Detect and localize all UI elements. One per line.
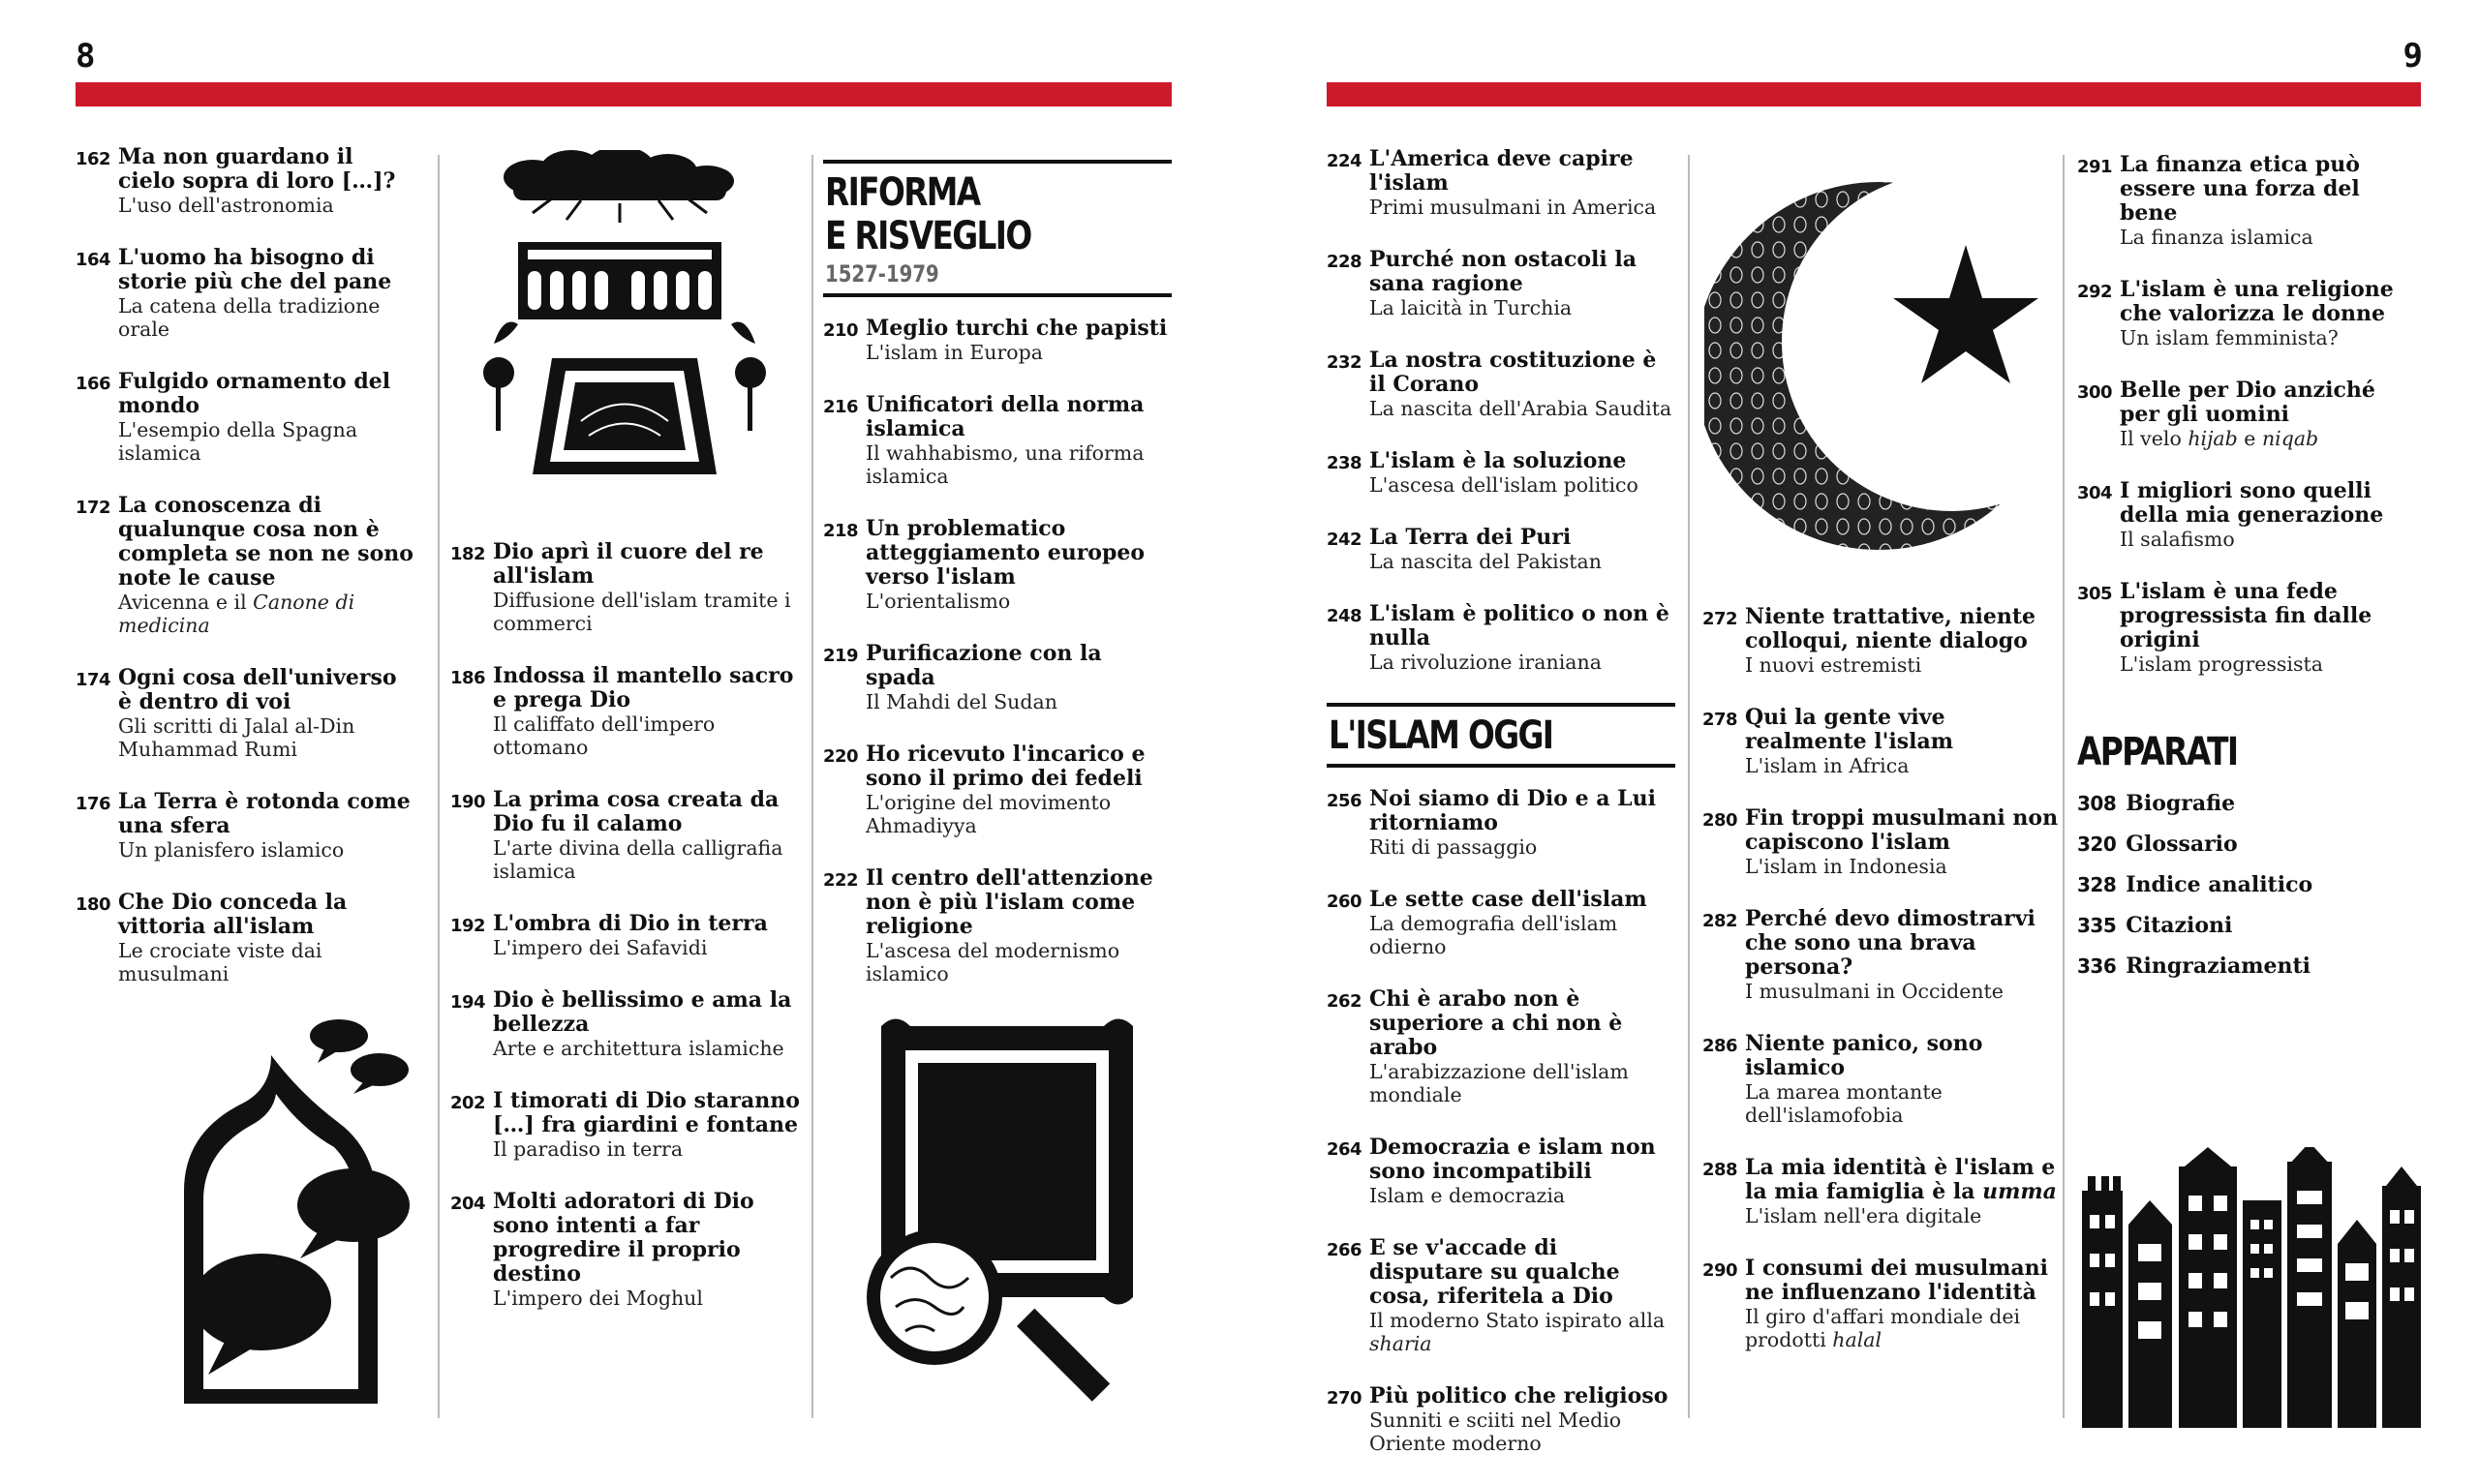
entry-subtitle: Il salafismo [2120, 528, 2235, 551]
entry-title: Noi siamo di Dio e a Lui ritorniamo [1369, 786, 1656, 835]
entry-subtitle: La catena della tradizione orale [118, 294, 381, 341]
toc-column-1 [76, 145, 414, 1015]
toc-entry [1327, 147, 1675, 219]
entry-page-number: 204 [450, 1194, 486, 1214]
entry-subtitle: La nascita del Pakistan [1369, 550, 1602, 573]
entry-page-number: 238 [1327, 453, 1362, 473]
toc-entry [1327, 348, 1675, 420]
entry-page-number: 218 [823, 521, 859, 541]
apparati-item [2077, 873, 2421, 897]
toc-entry [823, 317, 1172, 364]
toc-entry [1327, 787, 1675, 859]
entry-page-number: 292 [2077, 282, 2113, 302]
entry-page-number: 262 [1327, 991, 1362, 1012]
speech-bubbles-arch-illustration [155, 1016, 436, 1413]
toc-entry [1702, 806, 2061, 878]
apparati-label: Indice analitico [2126, 872, 2313, 897]
entry-subtitle-text: Il velo [2120, 427, 2188, 450]
entry-title: L'islam è una religione che valorizza le donne [2120, 277, 2394, 326]
entry-subtitle [1369, 1309, 1675, 1355]
toc-entry [76, 891, 414, 985]
entry-subtitle-text: Avicenna e il [118, 591, 254, 614]
toc-entry [2077, 153, 2421, 249]
toc-entry [823, 517, 1172, 613]
toc-entry [1327, 987, 1675, 1106]
entry-subtitle-text: Il giro d'affari mondiale dei prodotti [1745, 1305, 2021, 1351]
entry-page-number: 232 [1327, 352, 1362, 373]
entry-subtitle: Il Mahdi del Sudan [866, 690, 1057, 713]
entry-subtitle: L'islam progressista [2120, 652, 2323, 676]
entry-subtitle: L'impero dei Safavidi [493, 936, 708, 959]
entry-title: Ogni cosa dell'universo è dentro di voi [118, 665, 397, 714]
apparati-page-number: 328 [2077, 873, 2117, 896]
entry-subtitle: Le crociate viste dai musulmani [118, 939, 322, 985]
toc-entry [1702, 605, 2061, 677]
toc-entry [1327, 1236, 1675, 1355]
entry-page-number: 242 [1327, 530, 1362, 550]
entry-subtitle: L'islam in Indonesia [1745, 855, 1947, 878]
toc-entry [450, 988, 809, 1060]
entry-page-number: 194 [450, 992, 486, 1013]
entry-page-number: 288 [1702, 1160, 1738, 1180]
section-header-riforma [823, 160, 1172, 297]
entry-title: La Terra è rotonda come una sfera [118, 789, 411, 838]
toc-entry [823, 742, 1172, 837]
entry-title-text: La mia identità è l'islam e la mia famiglia è la [1745, 1155, 2056, 1204]
page-number-right: 9 [2402, 37, 2423, 76]
toc-entry [1327, 526, 1675, 573]
entry-subtitle: La marea montante dell'islamofobia [1745, 1080, 1943, 1127]
apparati-item [2077, 954, 2421, 979]
entry-subtitle: Riti di passaggio [1369, 835, 1538, 859]
entry-subtitle: L'islam in Europa [866, 341, 1043, 364]
entry-page-number: 264 [1327, 1139, 1362, 1160]
entry-page-number: 290 [1702, 1260, 1738, 1281]
entry-subtitle: Arte e architettura islamiche [493, 1037, 784, 1060]
entry-title: Niente trattative, niente colloqui, niente dialogo [1745, 604, 2035, 653]
entry-title: La conoscenza di qualunque cosa non è completa se non ne sono note le cause [118, 493, 413, 591]
toc-column-3 [823, 160, 1172, 1015]
column-divider [811, 155, 813, 1418]
entry-title: Niente panico, sono islamico [1745, 1031, 1983, 1080]
toc-entry [1327, 602, 1675, 674]
section-header-islam-oggi [1327, 703, 1675, 768]
entry-page-number: 256 [1327, 791, 1362, 811]
entry-title: Un problematico atteggiamento europeo verso l'islam [866, 516, 1146, 590]
entry-page-number: 190 [450, 792, 486, 812]
entry-page-number: 266 [1327, 1240, 1362, 1260]
entry-title: Unificatori della norma islamica [866, 392, 1145, 441]
section-years: 1527-1979 [825, 260, 939, 288]
entry-page-number: 291 [2077, 157, 2113, 177]
entry-title: Più politico che religioso [1369, 1383, 1668, 1408]
toc-entry [450, 540, 809, 635]
entry-title: Qui la gente vive realmente l'islam [1745, 705, 1954, 754]
frame-magnifier-illustration [852, 1007, 1162, 1433]
entry-subtitle: L'uso dell'astronomia [118, 194, 334, 217]
apparati-label: Biografie [2126, 791, 2236, 816]
entry-page-number: 202 [450, 1093, 486, 1113]
toc-entry [2077, 479, 2421, 551]
toc-entry [450, 1089, 809, 1161]
red-header-bar-left [76, 82, 1172, 106]
toc-entry [823, 393, 1172, 488]
apparati-label: Citazioni [2126, 913, 2233, 938]
column-divider [2063, 155, 2065, 1418]
entry-title: La Terra dei Puri [1369, 525, 1572, 550]
entry-title: La finanza etica può essere una forza del bene [2120, 152, 2360, 226]
entry-page-number: 282 [1702, 911, 1738, 931]
entry-subtitle: L'ascesa del modernismo islamico [866, 939, 1120, 985]
toc-entry [1702, 706, 2061, 777]
toc-column-2 [450, 540, 809, 1339]
entry-subtitle [118, 591, 414, 637]
entry-subtitle: L'islam in Africa [1745, 754, 1910, 777]
apparati-section [2077, 730, 2421, 979]
apparati-page-number: 320 [2077, 833, 2117, 856]
entry-title: L'islam è la soluzione [1369, 448, 1627, 473]
entry-subtitle: Il wahhabismo, una riforma islamica [866, 441, 1145, 488]
entry-page-number: 216 [823, 397, 859, 417]
entry-subtitle: Primi musulmani in America [1369, 196, 1657, 219]
entry-subtitle-text: e [2237, 427, 2262, 450]
entry-title: Che Dio conceda la vittoria all'islam [118, 890, 348, 939]
entry-page-number: 210 [823, 320, 859, 341]
entry-title: Fin troppi musulmani non capiscono l'islam [1745, 805, 2059, 855]
toc-entry [450, 1190, 809, 1310]
entry-subtitle: Il paradiso in terra [493, 1137, 684, 1161]
entry-page-number: 228 [1327, 252, 1362, 272]
entry-title: L'uomo ha bisogno di storie più che del pane [118, 245, 392, 294]
entry-subtitle: Un islam femminista? [2120, 326, 2339, 349]
entry-subtitle-italic: niqab [2261, 427, 2319, 450]
entry-page-number: 280 [1702, 810, 1738, 831]
entry-title: I consumi dei musulmani ne influenzano l'identità [1745, 1256, 2048, 1305]
entry-subtitle: Un planisfero islamico [118, 838, 345, 862]
entry-title: Chi è arabo non è superiore a chi non è arabo [1369, 986, 1623, 1060]
entry-title: Ma non guardano il cielo sopra di loro […]? [118, 144, 396, 194]
entry-subtitle: La finanza islamica [2120, 226, 2313, 249]
entry-title: Purché non ostacoli la sana ragione [1369, 247, 1637, 296]
entry-title: Il centro dell'attenzione non è più l'islam come religione [866, 865, 1153, 939]
entry-title: Meglio turchi che papisti [866, 316, 1168, 341]
entry-subtitle: L'arte divina della calligrafia islamica [493, 836, 783, 883]
entry-title-italic: umma [1982, 1179, 2057, 1204]
entry-title: I timorati di Dio staranno […] fra giardini e fontane [493, 1088, 800, 1137]
entry-page-number: 219 [823, 646, 859, 666]
column-divider [438, 155, 440, 1418]
entry-page-number: 272 [1702, 609, 1738, 629]
entry-subtitle-italic: halal [1832, 1328, 1882, 1351]
toc-column-4 [1327, 147, 1675, 1484]
entry-page-number: 222 [823, 870, 859, 891]
toc-entry [1327, 248, 1675, 319]
entry-page-number: 305 [2077, 584, 2113, 604]
entry-subtitle: L'esempio della Spagna islamica [118, 418, 358, 465]
entry-page-number: 270 [1327, 1388, 1362, 1408]
toc-entry [450, 912, 809, 959]
entry-subtitle: La rivoluzione iraniana [1369, 651, 1602, 674]
entry-title: L'islam è politico o non è nulla [1369, 601, 1669, 651]
entry-title: I migliori sono quelli della mia generazione [2120, 478, 2384, 528]
toc-entry [2077, 379, 2421, 450]
entry-page-number: 166 [76, 374, 111, 394]
toc-entry [823, 642, 1172, 713]
entry-title [1745, 1156, 2061, 1204]
toc-entry [1702, 1257, 2061, 1351]
entry-title: Ho ricevuto l'incarico e sono il primo dei fedeli [866, 742, 1146, 791]
entry-page-number: 192 [450, 916, 486, 936]
toc-entry [2077, 580, 2421, 676]
entry-page-number: 260 [1327, 892, 1362, 912]
toc-entry [1327, 888, 1675, 958]
toc-column-6 [2077, 153, 2421, 995]
entry-subtitle: L'orientalismo [866, 590, 1011, 613]
entry-subtitle: L'ascesa dell'islam politico [1369, 473, 1638, 497]
section-title: RIFORMA [825, 170, 980, 215]
toc-entry [1702, 1032, 2061, 1127]
apparati-title: APPARATI [2077, 730, 2238, 774]
entry-title: Dio aprì il cuore del re all'islam [493, 539, 764, 589]
entry-title: La prima cosa creata da Dio fu il calamo [493, 787, 780, 836]
entry-subtitle: Sunniti e sciiti nel Medio Oriente moderno [1369, 1408, 1622, 1455]
section-title: E RISVEGLIO [825, 214, 1031, 258]
palace-fountain-illustration [474, 150, 775, 479]
entry-title: L'islam è una fede progressista fin dalle origini [2120, 579, 2372, 652]
apparati-page-number: 308 [2077, 792, 2117, 815]
entry-subtitle: La laicità in Turchia [1369, 296, 1573, 319]
entry-title: L'America deve capire l'islam [1369, 146, 1634, 196]
entry-title: Le sette case dell'islam [1369, 887, 1647, 912]
toc-entry [76, 370, 414, 465]
toc-column-5 [1702, 605, 2061, 1380]
entry-page-number: 180 [76, 894, 111, 915]
apparati-item [2077, 833, 2421, 857]
entry-page-number: 172 [76, 498, 111, 518]
toc-entry [76, 246, 414, 341]
entry-subtitle: La demografia dell'islam odierno [1369, 912, 1618, 958]
crescent-star-icon [1704, 163, 2063, 569]
entry-title: Purificazione con la spada [866, 641, 1102, 690]
entry-subtitle: La nascita dell'Arabia Saudita [1369, 397, 1672, 420]
entry-page-number: 248 [1327, 606, 1362, 626]
entry-title: La nostra costituzione è il Corano [1369, 348, 1657, 397]
page-number-left: 8 [76, 37, 96, 76]
entry-subtitle [2120, 427, 2421, 450]
entry-title: Democrazia e islam non sono incompatibili [1369, 1135, 1656, 1184]
entry-page-number: 164 [76, 250, 111, 270]
apparati-item [2077, 792, 2421, 816]
entry-subtitle: Il califfato dell'impero ottomano [493, 712, 716, 759]
apparati-page-number: 335 [2077, 914, 2117, 937]
entry-title: E se v'accade di disputare su qualche cosa, riferitela a Dio [1369, 1235, 1620, 1309]
toc-entry [1327, 1384, 1675, 1455]
entry-subtitle [1745, 1305, 2061, 1351]
toc-entry [450, 788, 809, 883]
toc-entry [2077, 278, 2421, 349]
entry-subtitle: I musulmani in Occidente [1745, 980, 2004, 1003]
entry-page-number: 162 [76, 149, 111, 169]
toc-entry [823, 866, 1172, 985]
column-divider [1688, 155, 1690, 1418]
entry-page-number: 304 [2077, 483, 2113, 503]
entry-page-number: 278 [1702, 710, 1738, 730]
entry-title: Indossa il mantello sacro e prega Dio [493, 663, 794, 712]
apparati-item [2077, 914, 2421, 938]
city-buildings-illustration [2082, 1147, 2421, 1428]
apparati-page-number: 336 [2077, 954, 2117, 978]
red-header-bar-right [1327, 82, 2421, 106]
toc-entry [1327, 1136, 1675, 1207]
toc-entry [76, 666, 414, 761]
entry-subtitle-italic: Canone di medicina [118, 591, 355, 637]
entry-page-number: 182 [450, 544, 486, 564]
entry-subtitle: L'origine del movimento Ahmadiyya [866, 791, 1112, 837]
entry-subtitle: I nuovi estremisti [1745, 653, 1922, 677]
entry-subtitle: Diffusione dell'islam tramite i commerci [493, 589, 791, 635]
entry-subtitle: L'impero dei Moghul [493, 1287, 703, 1310]
toc-entry [1702, 907, 2061, 1003]
toc-entry [76, 494, 414, 637]
entry-subtitle: L'islam nell'era digitale [1745, 1204, 1982, 1227]
entry-title: Dio è bellissimo e ama la bellezza [493, 987, 792, 1037]
toc-entry [1702, 1156, 2061, 1227]
apparati-label: Ringraziamenti [2126, 954, 2311, 979]
toc-entry [450, 664, 809, 759]
entry-page-number: 186 [450, 668, 486, 688]
entry-page-number: 286 [1702, 1036, 1738, 1056]
toc-entry [76, 790, 414, 862]
entry-page-number: 220 [823, 746, 859, 767]
entry-subtitle: Gli scritti di Jalal al-Din Muhammad Rumi [118, 714, 355, 761]
toc-entry [1327, 449, 1675, 497]
entry-subtitle-italic: sharia [1369, 1332, 1432, 1355]
entry-subtitle-italic: hijab [2188, 427, 2238, 450]
entry-page-number: 224 [1327, 151, 1362, 171]
entry-title: L'ombra di Dio in terra [493, 911, 768, 936]
entry-title: Perché devo dimostrarvi che sono una brava persona? [1745, 906, 2035, 980]
entry-title: Belle per Dio anziché per gli uomini [2120, 378, 2375, 427]
entry-title: Fulgido ornamento del mondo [118, 369, 391, 418]
entry-subtitle: Islam e democrazia [1369, 1184, 1566, 1207]
entry-title: Molti adoratori di Dio sono intenti a far progredire il proprio destino [493, 1189, 754, 1287]
apparati-label: Glossario [2126, 832, 2238, 857]
entry-page-number: 174 [76, 670, 111, 690]
entry-page-number: 176 [76, 794, 111, 814]
entry-subtitle-text: Il moderno Stato ispirato alla [1369, 1309, 1666, 1332]
section-title: L'ISLAM OGGI [1329, 713, 1553, 758]
toc-entry [76, 145, 414, 217]
entry-subtitle: L'arabizzazione dell'islam mondiale [1369, 1060, 1629, 1106]
entry-page-number: 300 [2077, 382, 2113, 403]
